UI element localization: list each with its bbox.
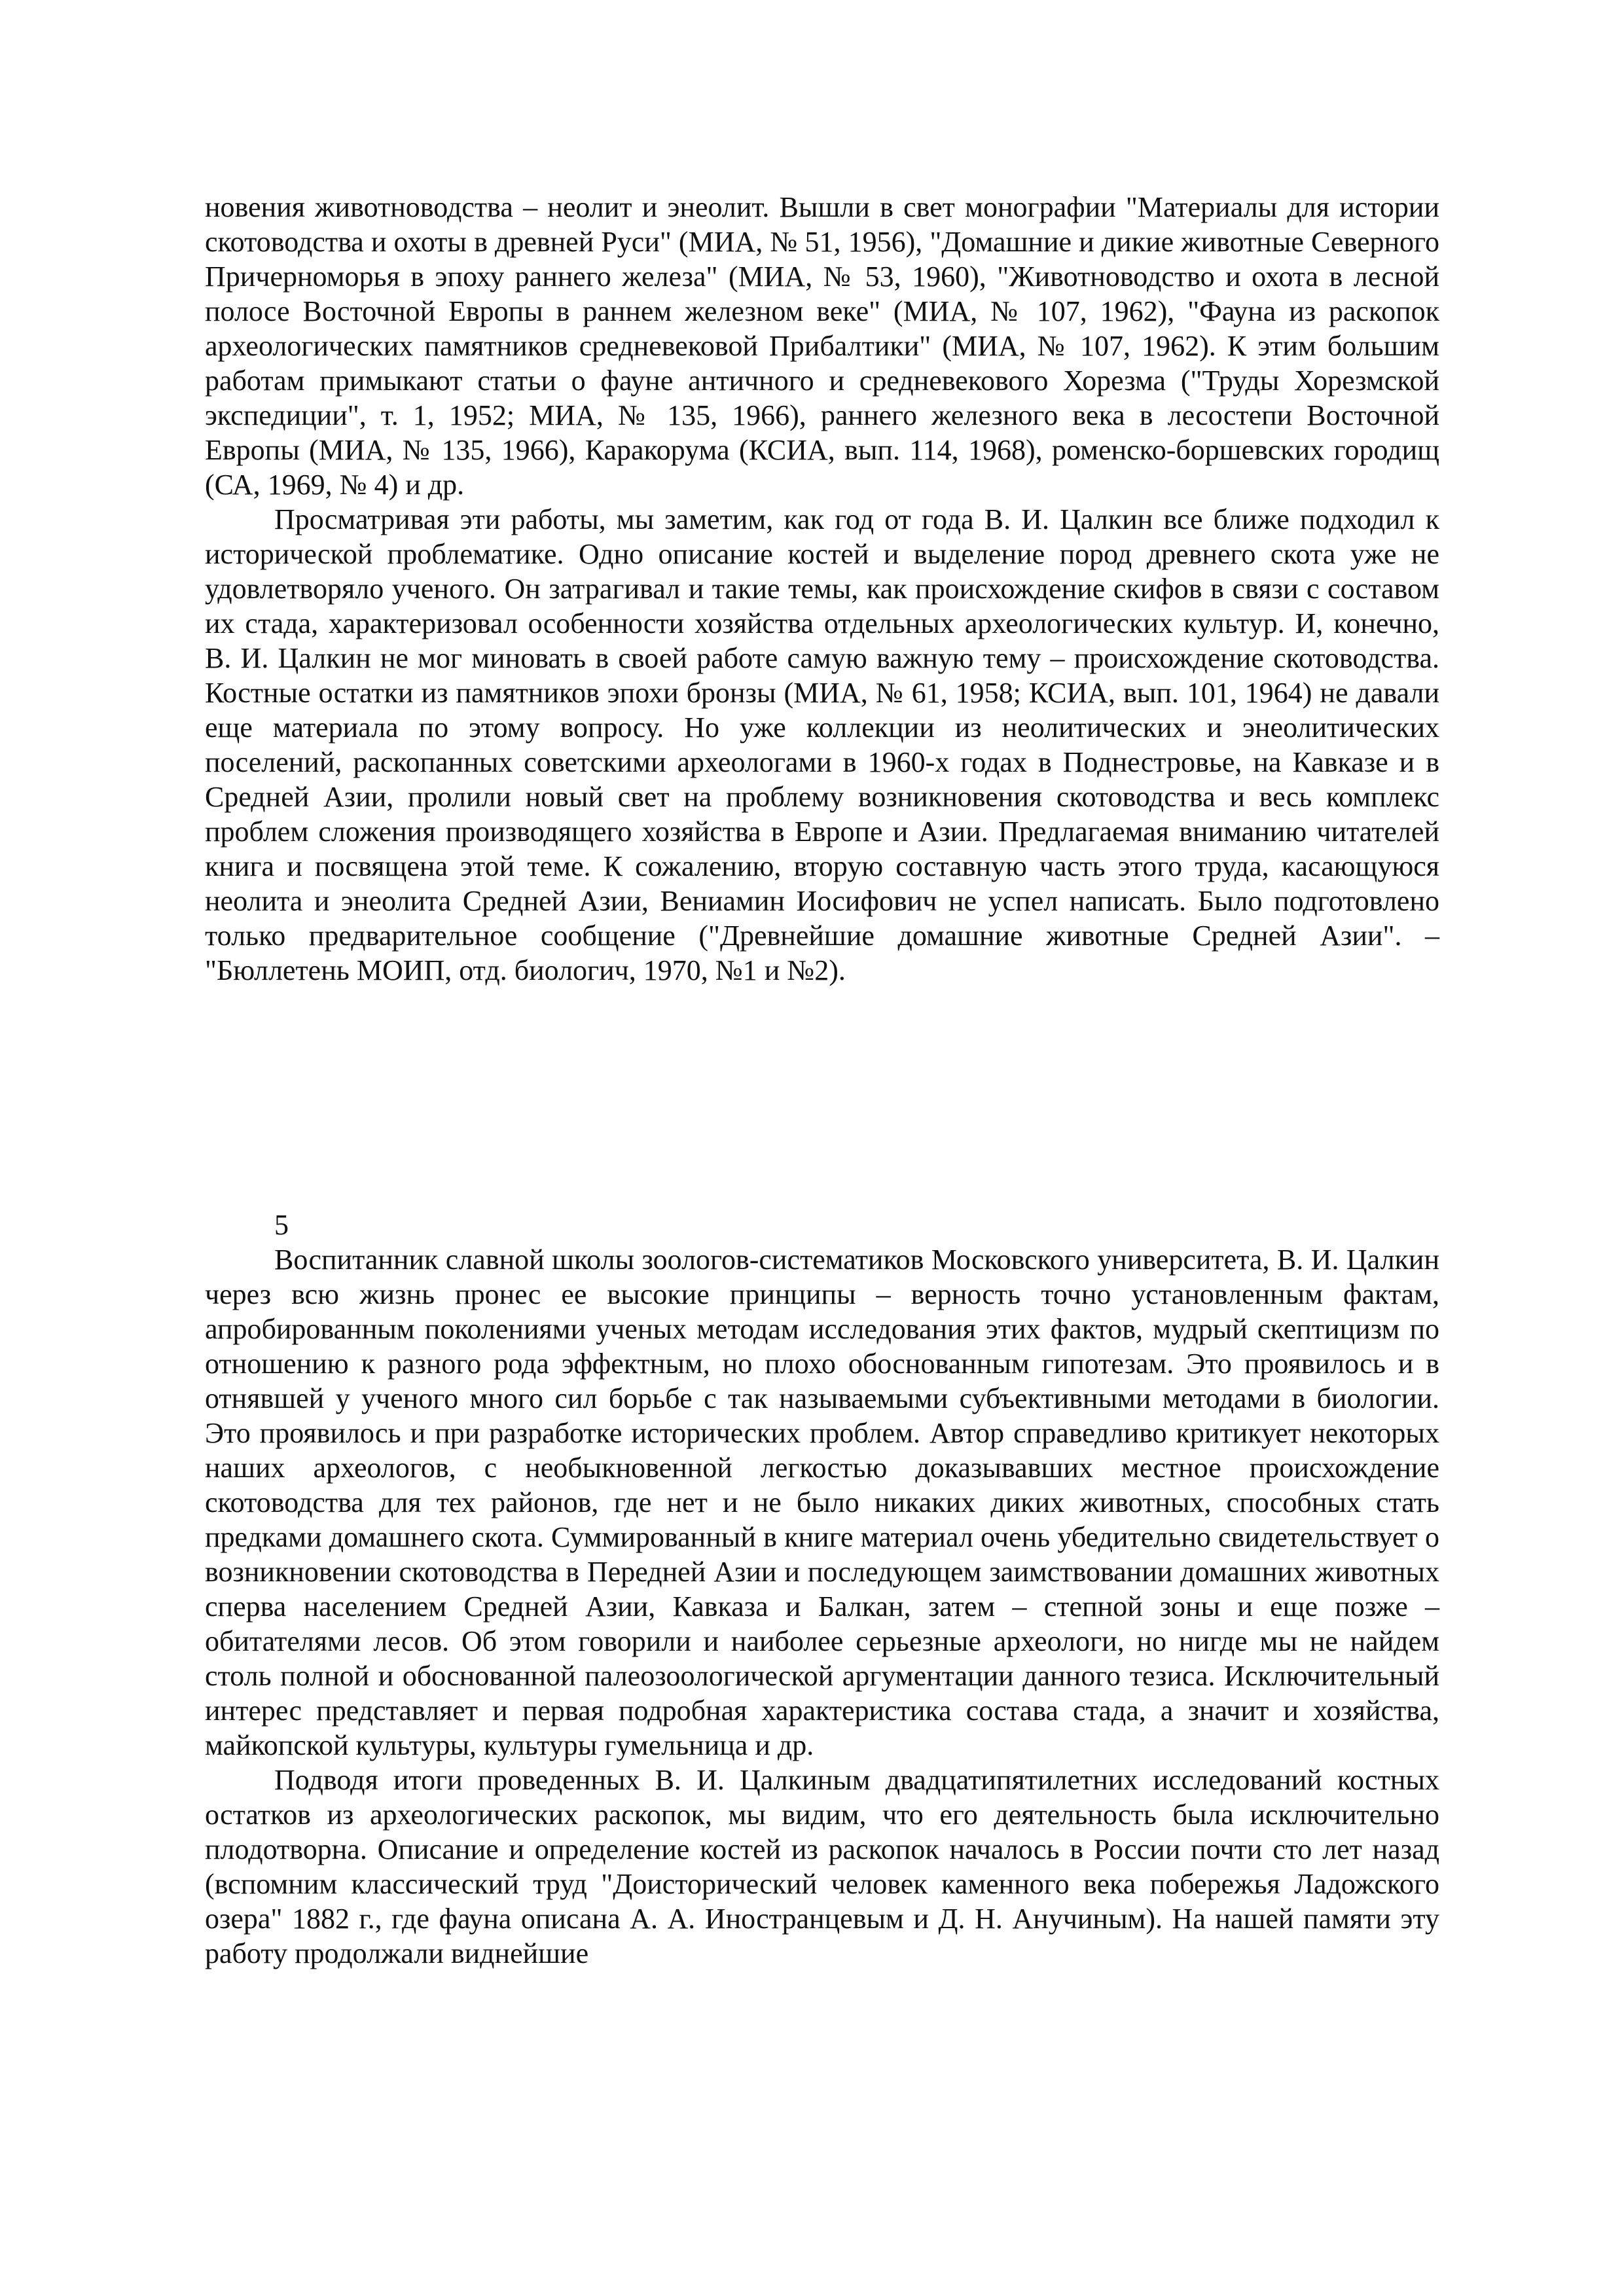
page-number-block xyxy=(205,1208,1439,1242)
page-number: 5 xyxy=(274,1209,289,1241)
paragraph-continued: новения животноводства – неолит и энеолит. Вышли в свет монографии "Материалы для истории скотоводства и охоты в древней Руси" (МИА, № 51, 1956), "Домашние и дикие животные Северного Причерноморья в эпоху раннего железа" (МИА, № 53, 1960), "Животноводство и охота в лесной полосе Восточной Европы в раннем железном веке" (МИА, № 107, 1962), "Фауна из раскопок археологических памятников средневековой Прибалтики" (МИА, № 107, 1962). К этим большим работам примыкают статьи о фауне античного и средневекового Хорезма ("Труды Хорезмской экспедиции", т. 1, 1952; МИА, № 135, 1966), раннего железного века в лесостепи Восточной Европы (МИА, № 135, 1966), Каракорума (КСИА, вып. 114, 1968), роменско-боршевских городищ (СА, 1969, № 4) и др. xyxy=(205,191,1439,501)
paragraph-3: Воспитанник славной школы зоологов-систематиков Московского университета, В. И. Цалкин через всю жизнь пронес ее высокие принципы – верность точно установленным фактам, апробированным поколениями ученых методам исследования этих фактов, мудрый скептицизм по отношению к разного рода эффектным, но плохо обоснованным гипотезам. Это проявилось и в отнявшей у ученого много сил борьбе с так называемыми субъективными методами в биологии. Это проявилось и при разработке исторических проблем. Автор справедливо критикует некоторых наших археологов, с необыкновенной легкостью доказывавших местное происхождение скотоводства для тех районов, где нет и не было никаких диких животных, способных стать предками домашнего скота. Суммированный в книге материал очень убедительно свидетельствует о возникновении скотоводства в Передней Азии и последующем заимствовании домашних животных сперва населением Средней Азии, Кавказа и Балкан, затем – степной зоны и еще позже – обитателями лесов. Об этом говорили и наиболее серьезные археологи, но нигде мы не найдем столь полной и обоснованной палеозоологической аргументации данного тезиса. Исключительный интерес представляет и первая подробная характеристика состава стада, а значит и хозяйства, майкопской культуры, культуры гумельница и др. xyxy=(205,1244,1439,1761)
text-block-upper xyxy=(205,190,1439,988)
paragraph-4: Подводя итоги проведенных В. И. Цалкиным двадцатипятилетних исследований костных остатков из археологических раскопок, мы видим, что его деятельность была исключительно плодотворна. Описание и определение костей из раскопок началось в России почти сто лет назад (вспомним классический труд "Доисторический человек каменного века побережья Ладожского озера" 1882 г., где фауна описана А. А. Иностранцевым и Д. Н. Анучиным). На нашей памяти эту работу продолжали виднейшие xyxy=(205,1764,1439,1969)
paragraph-2: Просматривая эти работы, мы заметим, как год от года В. И. Цалкин все ближе подходил к исторической проблематике. Одно описание костей и выделение пород древнего скота уже не удовлетворяло ученого. Он затрагивал и такие темы, как происхождение скифов в связи с составом их стада, характеризовал особенности хозяйства отдельных археологических культур. И, конечно, В. И. Цалкин не мог миновать в своей работе самую важную тему – происхождение скотоводства. Костные остатки из памятников эпохи бронзы (МИА, № 61, 1958; КСИА, вып. 101, 1964) не давали еще материала по этому вопросу. Но уже коллекции из неолитических и энеолитических поселений, раскопанных советскими археологами в 1960-х годах в Поднестровье, на Кавказе и в Средней Азии, пролили новый свет на проблему возникновения скотоводства и весь комплекс проблем сложения производящего хозяйства в Европе и Азии. Предлагаемая вниманию читателей книга и посвящена этой теме. К сожалению, вторую составную часть этого труда, касающуюся неолита и энеолита Средней Азии, Вениамин Иосифович не успел написать. Было подготовлено только предварительное сообщение ("Древнейшие домашние животные Средней Азии". – "Бюллетень МОИП, отд. биологич, 1970, №1 и №2). xyxy=(205,503,1439,986)
text-block-lower xyxy=(205,1242,1439,1971)
